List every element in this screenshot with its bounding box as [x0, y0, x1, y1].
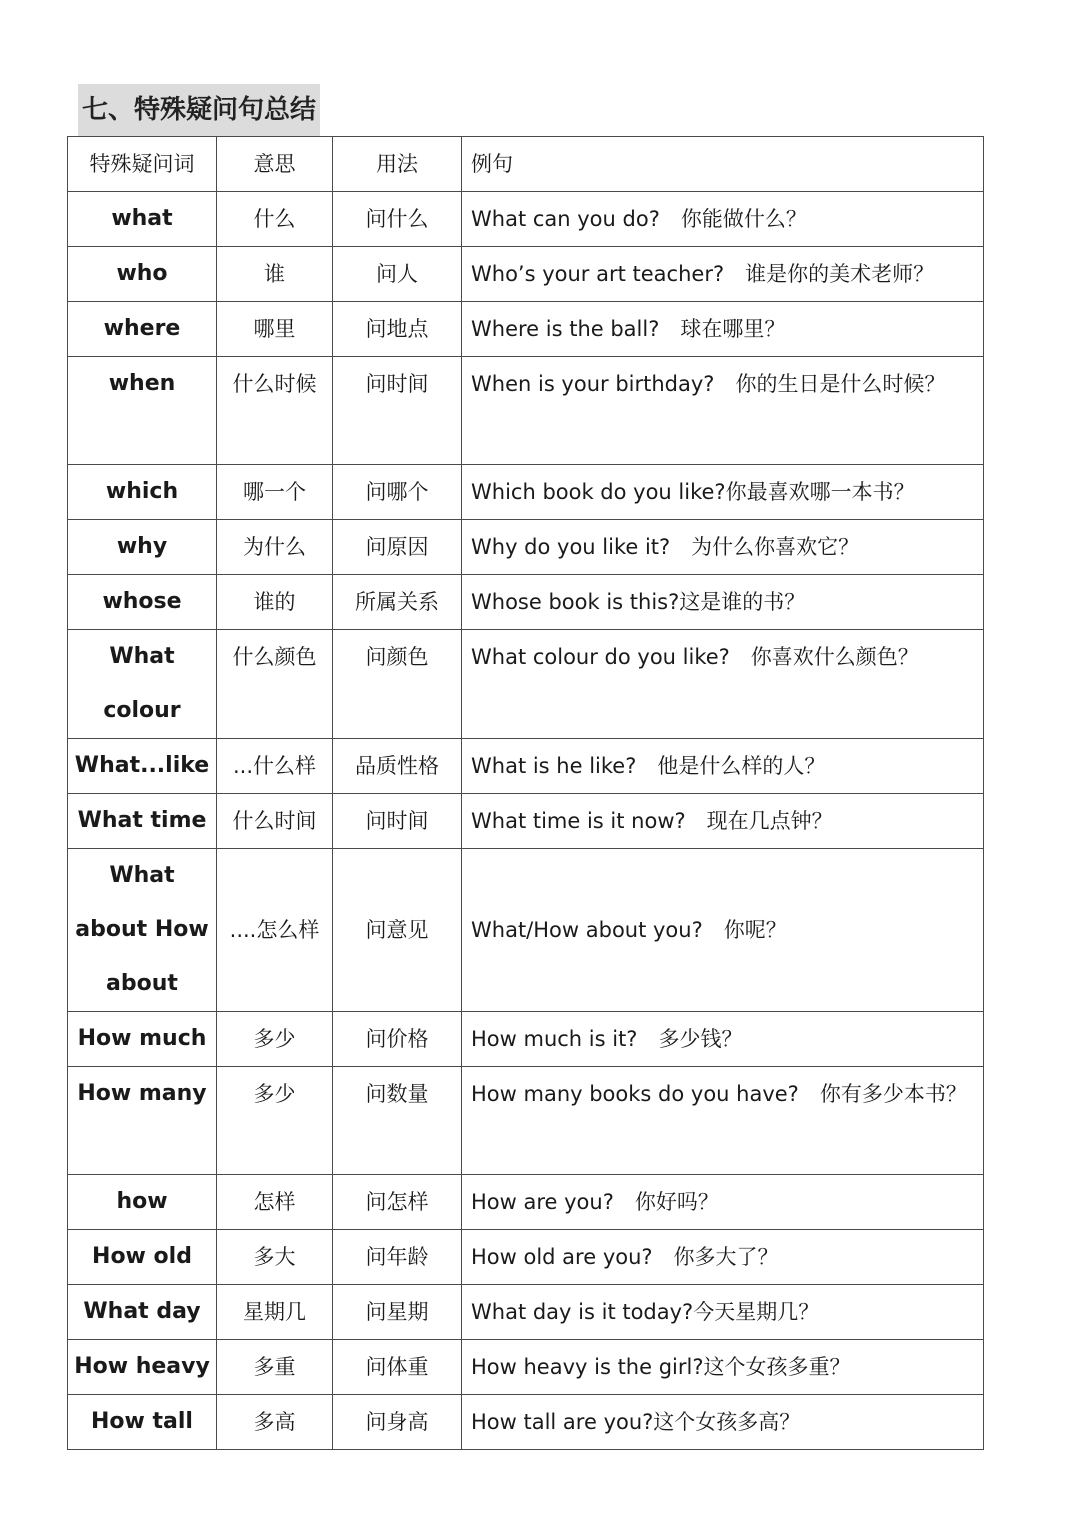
table-header-row [68, 137, 984, 192]
example-cell: How much is it? 多少钱？ [462, 1012, 984, 1067]
example-cell: Who’s your art teacher? 谁是你的美术老师？ [462, 247, 984, 302]
word-cell: How much [68, 1012, 217, 1067]
table-row [68, 192, 984, 247]
table-row [68, 630, 984, 739]
word-cell: how [68, 1175, 217, 1230]
table-row [68, 1230, 984, 1285]
table-row [68, 1340, 984, 1395]
question-words-table [67, 136, 984, 1450]
table-row [68, 794, 984, 849]
word-cell: when [68, 357, 217, 465]
table-row [68, 357, 984, 465]
meaning-cell: 多大 [217, 1230, 333, 1285]
usage-cell: 问时间 [333, 794, 462, 849]
header-usage: 用法 [333, 137, 462, 192]
table-row [68, 1067, 984, 1175]
meaning-cell: ....怎么样 [217, 849, 333, 1012]
meaning-cell: 多少 [217, 1012, 333, 1067]
meaning-cell: 多少 [217, 1067, 333, 1175]
usage-cell: 问体重 [333, 1340, 462, 1395]
meaning-cell: 什么颜色 [217, 630, 333, 739]
word-cell: who [68, 247, 217, 302]
word-cell: what [68, 192, 217, 247]
example-cell: Where is the ball? 球在哪里？ [462, 302, 984, 357]
table-row [68, 465, 984, 520]
usage-cell: 所属关系 [333, 575, 462, 630]
example-cell: Whose book is this?这是谁的书？ [462, 575, 984, 630]
meaning-cell: ...什么样 [217, 739, 333, 794]
usage-cell: 问星期 [333, 1285, 462, 1340]
word-cell: What colour [68, 630, 217, 739]
usage-cell: 问原因 [333, 520, 462, 575]
word-cell: whose [68, 575, 217, 630]
example-cell: How tall are you?这个女孩多高？ [462, 1395, 984, 1450]
example-cell: Which book do you like?你最喜欢哪一本书？ [462, 465, 984, 520]
table-row [68, 849, 984, 1012]
table-row [68, 520, 984, 575]
example-cell: What time is it now? 现在几点钟？ [462, 794, 984, 849]
table-row [68, 247, 984, 302]
table-row [68, 302, 984, 357]
example-cell: How many books do you have? 你有多少本书？ [462, 1067, 984, 1175]
table-row [68, 1285, 984, 1340]
word-cell: How old [68, 1230, 217, 1285]
table-row [68, 1012, 984, 1067]
usage-cell: 问地点 [333, 302, 462, 357]
word-cell: which [68, 465, 217, 520]
word-cell: What about How about [68, 849, 217, 1012]
table-row [68, 1395, 984, 1450]
usage-cell: 问哪个 [333, 465, 462, 520]
example-cell: When is your birthday? 你的生日是什么时候？ [462, 357, 984, 465]
meaning-cell: 为什么 [217, 520, 333, 575]
usage-cell: 问人 [333, 247, 462, 302]
usage-cell: 问怎样 [333, 1175, 462, 1230]
example-cell: What can you do? 你能做什么？ [462, 192, 984, 247]
example-cell: What colour do you like? 你喜欢什么颜色？ [462, 630, 984, 739]
word-cell: What day [68, 1285, 217, 1340]
section-heading: 七、特殊疑问句总结 [78, 84, 320, 136]
table-row [68, 1175, 984, 1230]
usage-cell: 问身高 [333, 1395, 462, 1450]
example-cell: How are you? 你好吗？ [462, 1175, 984, 1230]
usage-cell: 问数量 [333, 1067, 462, 1175]
meaning-cell: 什么时间 [217, 794, 333, 849]
table-row [68, 739, 984, 794]
example-cell: What day is it today?今天星期几？ [462, 1285, 984, 1340]
word-cell: How many [68, 1067, 217, 1175]
header-meaning: 意思 [217, 137, 333, 192]
word-cell: What...like [68, 739, 217, 794]
meaning-cell: 什么时候 [217, 357, 333, 465]
word-cell: why [68, 520, 217, 575]
header-example: 例句 [462, 137, 984, 192]
usage-cell: 问时间 [333, 357, 462, 465]
meaning-cell: 谁的 [217, 575, 333, 630]
usage-cell: 问颜色 [333, 630, 462, 739]
usage-cell: 问什么 [333, 192, 462, 247]
meaning-cell: 星期几 [217, 1285, 333, 1340]
example-cell: How old are you? 你多大了？ [462, 1230, 984, 1285]
meaning-cell: 多重 [217, 1340, 333, 1395]
word-cell: What time [68, 794, 217, 849]
meaning-cell: 多高 [217, 1395, 333, 1450]
meaning-cell: 怎样 [217, 1175, 333, 1230]
meaning-cell: 哪里 [217, 302, 333, 357]
word-cell: How tall [68, 1395, 217, 1450]
example-cell: Why do you like it? 为什么你喜欢它？ [462, 520, 984, 575]
usage-cell: 问价格 [333, 1012, 462, 1067]
meaning-cell: 哪一个 [217, 465, 333, 520]
example-cell: What is he like? 他是什么样的人？ [462, 739, 984, 794]
table-row [68, 575, 984, 630]
example-cell: What/How about you? 你呢？ [462, 849, 984, 1012]
example-cell: How heavy is the girl?这个女孩多重？ [462, 1340, 984, 1395]
usage-cell: 品质性格 [333, 739, 462, 794]
meaning-cell: 谁 [217, 247, 333, 302]
word-cell: where [68, 302, 217, 357]
usage-cell: 问年龄 [333, 1230, 462, 1285]
meaning-cell: 什么 [217, 192, 333, 247]
word-cell: How heavy [68, 1340, 217, 1395]
header-word: 特殊疑问词 [68, 137, 217, 192]
usage-cell: 问意见 [333, 849, 462, 1012]
